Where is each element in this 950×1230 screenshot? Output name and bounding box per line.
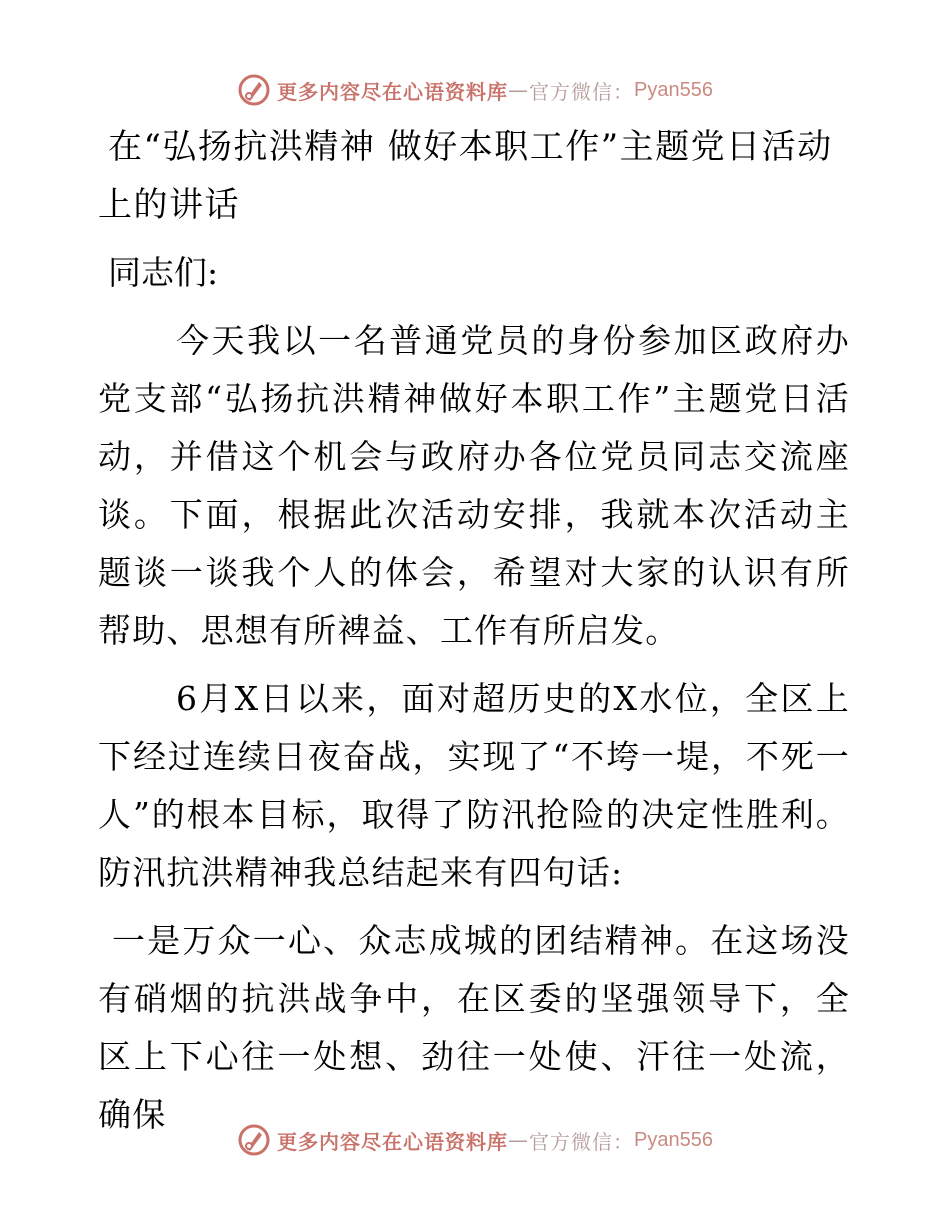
watermark-suffix: 官方微信： [529,1129,635,1154]
paragraph-summary: 6月X日以来，面对超历史的X水位，全区上下经过连续日夜奋战，实现了“不垮一堤，不死一人”的根本目标，取得了防汛抢险的决定性胜利。防汛抗洪精神我总结起来有四句话: [98,679,850,892]
watermark-prefix: 更多内容尽在心语资料库 [277,1129,509,1154]
paragraph-opening: 今天我以一名普通党员的身份参加区政府办党支部“弘扬抗洪精神做好本职工作”主题党日活动，并借这个机会与政府办各位党员同志交流座谈。下面，根据此次活动安排，我就本次活动主题谈一谈我个人的体会，希望对大家的认识有所帮助、思想有所裨益、工作有所启发。 [98,321,850,650]
watermark-prefix: 更多内容尽在心语资料库 [277,79,509,104]
footer-watermark [0,1120,950,1160]
document-title: 在“弘扬抗洪精神 做好本职工作”主题党日活动上的讲话 [98,127,833,225]
watermark-suffix: 官方微信： [529,79,635,104]
watermark-handle: Pyan556 [634,78,713,101]
watermark-dash: — [508,1128,530,1152]
salutation: 同志们: [108,253,219,292]
quill-logo-icon [237,1123,271,1157]
paragraph-point-one: 一是万众一心、众志成城的团结精神。在这场没有硝烟的抗洪战争中，在区委的坚强领导下，全区上下心往一处想、劲往一处使、汗往一处流，确保 [98,921,850,1134]
quill-logo-icon [237,73,271,107]
document-body [98,118,850,1144]
watermark-dash: — [508,78,530,102]
header-watermark [0,70,950,110]
watermark-handle: Pyan556 [634,1128,713,1151]
